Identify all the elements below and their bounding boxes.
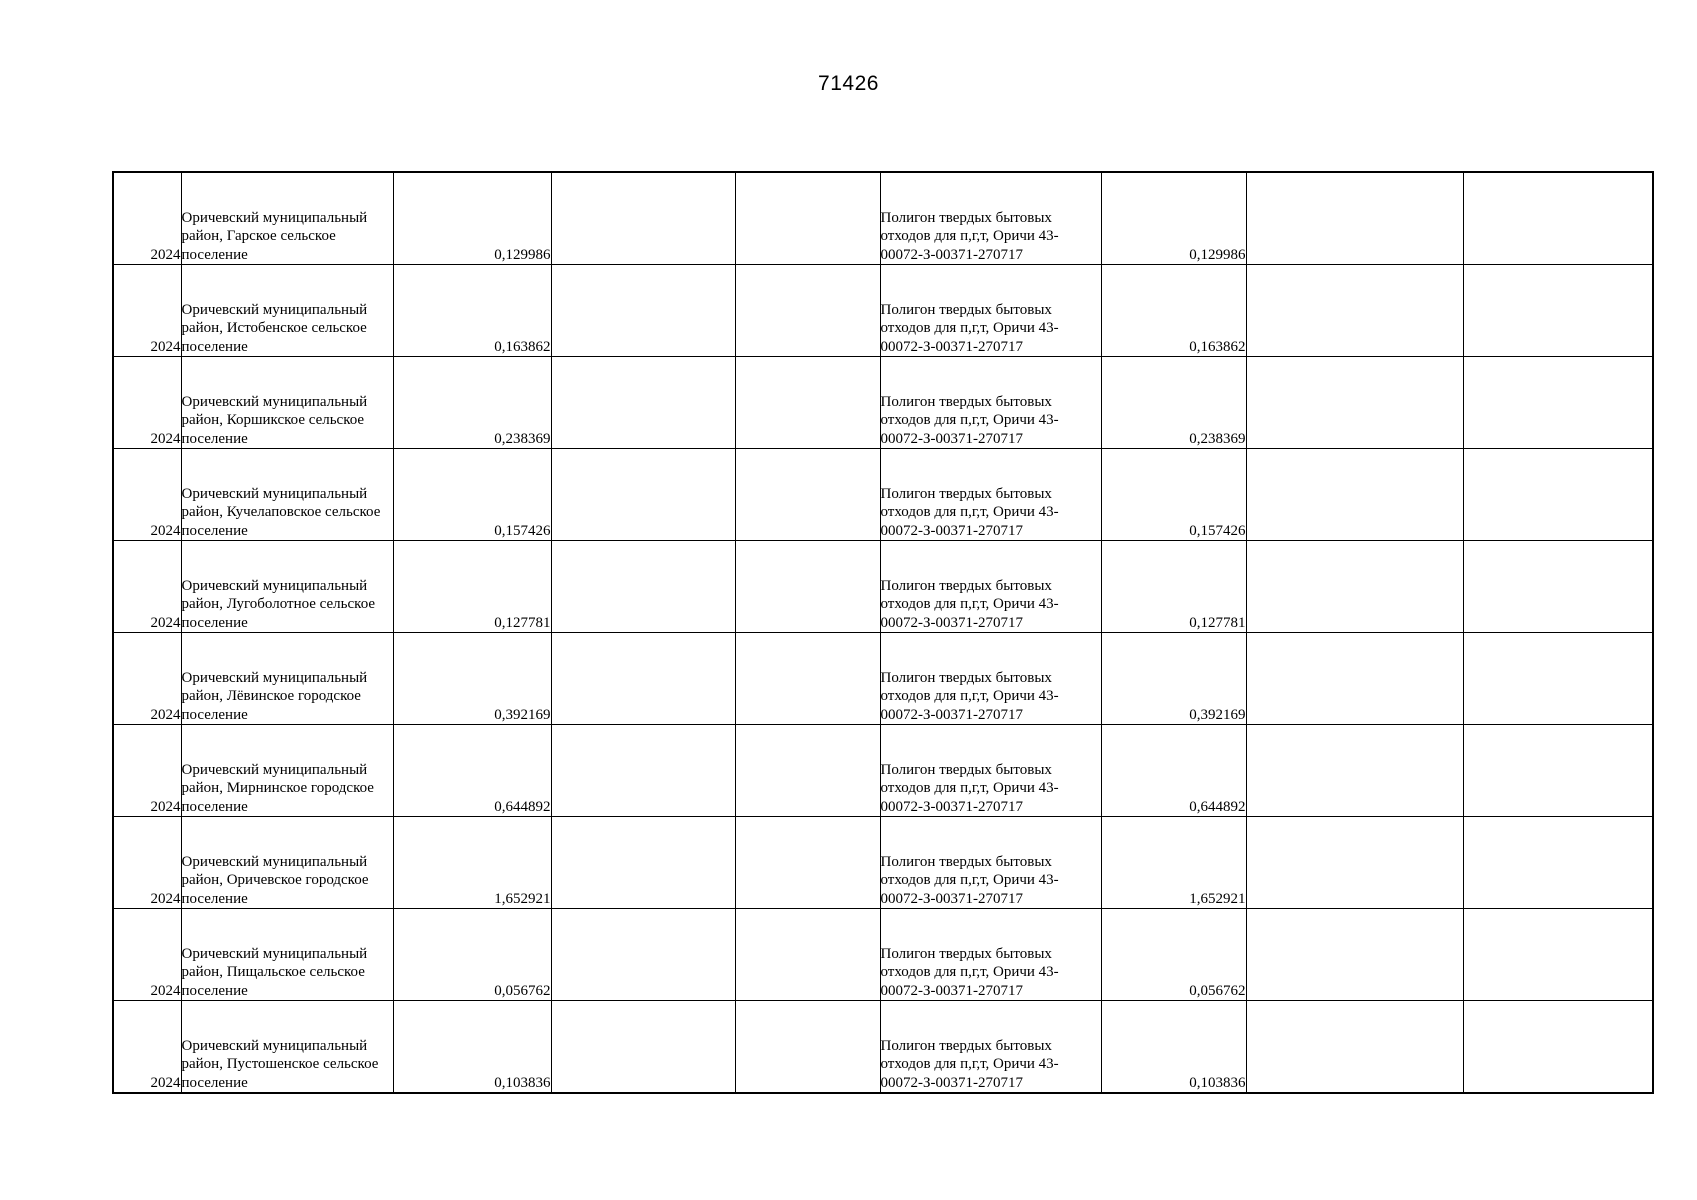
empty-cell	[735, 265, 880, 357]
mass-cell: 0,103836	[393, 1001, 551, 1094]
mass-cell: 0,056762	[393, 909, 551, 1001]
empty-cell	[735, 817, 880, 909]
territory-cell	[181, 817, 393, 909]
empty-cell	[1463, 541, 1653, 633]
empty-cell	[1463, 817, 1653, 909]
empty-cell	[1246, 633, 1463, 725]
empty-cell	[551, 172, 735, 265]
object-text: Полигон твердых бытовых отходов для п,г,т, Оричи 43-00072-З-00371-270717	[880, 577, 1059, 631]
territory-cell	[181, 357, 393, 449]
empty-cell	[1246, 909, 1463, 1001]
mass-cell: 0,238369	[393, 357, 551, 449]
empty-cell	[735, 1001, 880, 1094]
empty-cell	[551, 633, 735, 725]
empty-cell	[551, 265, 735, 357]
table-row	[113, 449, 1653, 541]
mass-to-object-cell: 0,127781	[1101, 541, 1246, 633]
object-text: Полигон твердых бытовых отходов для п,г,т, Оричи 43-00072-З-00371-270717	[880, 669, 1059, 723]
mass-cell: 1,652921	[393, 817, 551, 909]
object-text: Полигон твердых бытовых отходов для п,г,т, Оричи 43-00072-З-00371-270717	[880, 1037, 1059, 1091]
territory-cell	[181, 172, 393, 265]
table-row	[113, 817, 1653, 909]
mass-to-object-cell: 0,392169	[1101, 633, 1246, 725]
page-number: 71426	[818, 72, 879, 95]
mass-to-object-cell: 0,163862	[1101, 265, 1246, 357]
empty-cell	[735, 449, 880, 541]
empty-cell	[735, 633, 880, 725]
year-cell: 2024	[113, 909, 181, 1001]
empty-cell	[1463, 172, 1653, 265]
empty-cell	[1463, 633, 1653, 725]
empty-cell	[1463, 725, 1653, 817]
object-text: Полигон твердых бытовых отходов для п,г,т, Оричи 43-00072-З-00371-270717	[880, 393, 1059, 447]
empty-cell	[1246, 265, 1463, 357]
empty-cell	[1463, 909, 1653, 1001]
mass-cell: 0,163862	[393, 265, 551, 357]
empty-cell	[735, 357, 880, 449]
mass-to-object-cell: 0,056762	[1101, 909, 1246, 1001]
year-cell: 2024	[113, 449, 181, 541]
territory-text: Оричевский муниципальный район, Лугоболотное сельское поселение	[181, 577, 376, 631]
empty-cell	[1246, 1001, 1463, 1094]
object-cell	[880, 541, 1101, 633]
year-cell: 2024	[113, 725, 181, 817]
object-text: Полигон твердых бытовых отходов для п,г,т, Оричи 43-00072-З-00371-270717	[880, 761, 1059, 815]
table-row	[113, 357, 1653, 449]
mass-to-object-cell: 0,103836	[1101, 1001, 1246, 1094]
empty-cell	[735, 909, 880, 1001]
mass-cell: 0,157426	[393, 449, 551, 541]
mass-cell: 0,392169	[393, 633, 551, 725]
empty-cell	[1463, 1001, 1653, 1094]
territory-text: Оричевский муниципальный район, Кучелаповское сельское поселение	[181, 485, 381, 539]
object-cell	[880, 265, 1101, 357]
table-row	[113, 633, 1653, 725]
empty-cell	[735, 725, 880, 817]
mass-to-object-cell: 1,652921	[1101, 817, 1246, 909]
territory-cell	[181, 449, 393, 541]
territory-text: Оричевский муниципальный район, Истобенское сельское поселение	[181, 301, 368, 355]
territory-cell	[181, 909, 393, 1001]
object-cell	[880, 449, 1101, 541]
object-cell	[880, 633, 1101, 725]
object-cell	[880, 172, 1101, 265]
empty-cell	[551, 1001, 735, 1094]
table-row	[113, 725, 1653, 817]
object-text: Полигон твердых бытовых отходов для п,г,т, Оричи 43-00072-З-00371-270717	[880, 301, 1059, 355]
mass-to-object-cell: 0,129986	[1101, 172, 1246, 265]
table-row	[113, 265, 1653, 357]
object-text: Полигон твердых бытовых отходов для п,г,т, Оричи 43-00072-З-00371-270717	[880, 485, 1059, 539]
year-cell: 2024	[113, 265, 181, 357]
empty-cell	[1246, 541, 1463, 633]
territory-cell	[181, 725, 393, 817]
mass-cell: 0,644892	[393, 725, 551, 817]
mass-cell: 0,127781	[393, 541, 551, 633]
empty-cell	[551, 725, 735, 817]
object-cell	[880, 725, 1101, 817]
territory-cell	[181, 1001, 393, 1094]
territory-text: Оричевский муниципальный район, Лёвинское городское поселение	[181, 669, 368, 723]
territory-text: Оричевский муниципальный район, Коршикское сельское поселение	[181, 393, 368, 447]
empty-cell	[735, 172, 880, 265]
mass-cell: 0,129986	[393, 172, 551, 265]
table-row	[113, 172, 1653, 265]
object-text: Полигон твердых бытовых отходов для п,г,т, Оричи 43-00072-З-00371-270717	[880, 209, 1059, 263]
data-table	[112, 171, 1654, 1094]
territory-cell	[181, 265, 393, 357]
year-cell: 2024	[113, 172, 181, 265]
empty-cell	[1246, 172, 1463, 265]
mass-to-object-cell: 0,644892	[1101, 725, 1246, 817]
table-row	[113, 909, 1653, 1001]
empty-cell	[1246, 725, 1463, 817]
territory-text: Оричевский муниципальный район, Мирнинское городское поселение	[181, 761, 374, 815]
year-cell: 2024	[113, 1001, 181, 1094]
territory-text: Оричевский муниципальный район, Гарское сельское поселение	[181, 209, 368, 263]
empty-cell	[551, 909, 735, 1001]
table-row	[113, 541, 1653, 633]
object-cell	[880, 817, 1101, 909]
year-cell: 2024	[113, 633, 181, 725]
territory-cell	[181, 633, 393, 725]
empty-cell	[1463, 449, 1653, 541]
table-row	[113, 1001, 1653, 1094]
year-cell: 2024	[113, 357, 181, 449]
year-cell: 2024	[113, 541, 181, 633]
territory-text: Оричевский муниципальный район, Пищальское сельское поселение	[181, 945, 368, 999]
territory-text: Оричевский муниципальный район, Оричевское городское поселение	[181, 853, 369, 907]
object-cell	[880, 909, 1101, 1001]
mass-to-object-cell: 0,157426	[1101, 449, 1246, 541]
object-text: Полигон твердых бытовых отходов для п,г,т, Оричи 43-00072-З-00371-270717	[880, 945, 1059, 999]
empty-cell	[551, 449, 735, 541]
empty-cell	[735, 541, 880, 633]
empty-cell	[1463, 357, 1653, 449]
empty-cell	[551, 357, 735, 449]
object-text: Полигон твердых бытовых отходов для п,г,т, Оричи 43-00072-З-00371-270717	[880, 853, 1059, 907]
mass-to-object-cell: 0,238369	[1101, 357, 1246, 449]
empty-cell	[1463, 265, 1653, 357]
empty-cell	[551, 541, 735, 633]
territory-text: Оричевский муниципальный район, Пустошенское сельское поселение	[181, 1037, 379, 1091]
empty-cell	[1246, 357, 1463, 449]
object-cell	[880, 357, 1101, 449]
empty-cell	[1246, 449, 1463, 541]
empty-cell	[1246, 817, 1463, 909]
territory-cell	[181, 541, 393, 633]
object-cell	[880, 1001, 1101, 1094]
empty-cell	[551, 817, 735, 909]
year-cell: 2024	[113, 817, 181, 909]
